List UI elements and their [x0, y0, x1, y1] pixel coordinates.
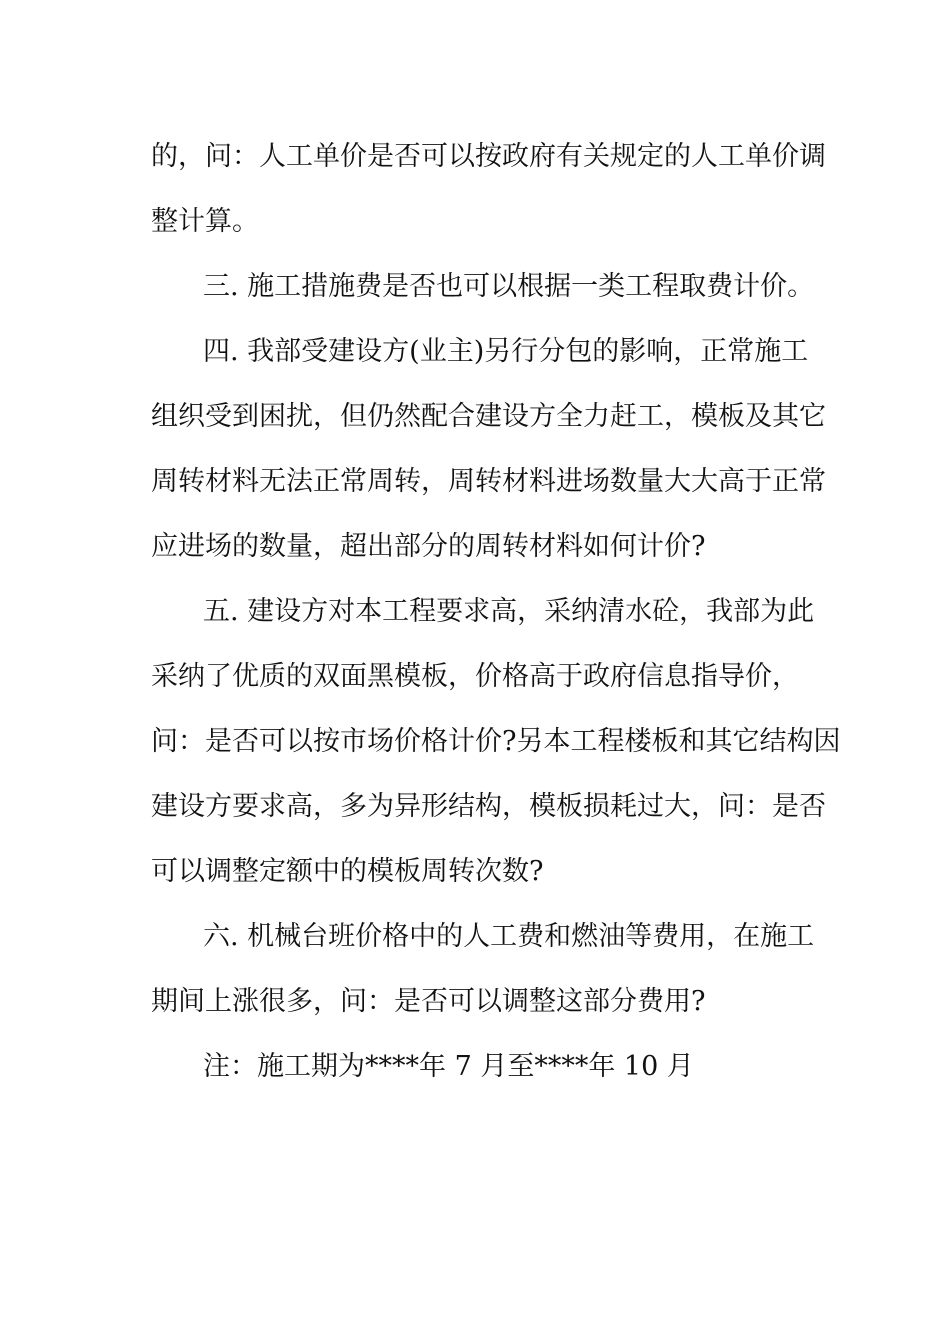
document-body	[151, 124, 841, 1099]
section-five-heading-line: 五. 建设方对本工程要求高，采纳清水砼，我部为此	[203, 596, 815, 627]
text-line: 问：是否可以按市场价格计价?另本工程楼板和其它结构因	[151, 726, 841, 757]
text-line: 周转材料无法正常周转，周转材料进场数量大大高于正常	[151, 466, 826, 497]
text-line: 可以调整定额中的模板周转次数?	[151, 856, 544, 887]
section-six-heading-line: 六. 机械台班价格中的人工费和燃油等费用，在施工	[203, 921, 815, 952]
text-line: 期间上涨很多，问：是否可以调整这部分费用?	[151, 986, 706, 1017]
text-line: 采纳了优质的双面黑模板，价格高于政府信息指导价，	[151, 661, 799, 692]
section-four-heading-line: 四. 我部受建设方(业主)另行分包的影响，正常施工	[203, 336, 809, 367]
section-three-heading-line: 三. 施工措施费是否也可以根据一类工程取费计价。	[203, 271, 815, 302]
text-line: 应进场的数量，超出部分的周转材料如何计价?	[151, 531, 706, 562]
note-line: 注：施工期为****年 7 月至****年 10 月	[203, 1051, 694, 1082]
text-line: 的，问：人工单价是否可以按政府有关规定的人工单价调	[151, 141, 826, 172]
text-line: 组织受到困扰，但仍然配合建设方全力赶工，模板及其它	[151, 401, 826, 432]
text-line: 整计算。	[151, 206, 259, 237]
text-line: 建设方要求高，多为异形结构，模板损耗过大，问：是否	[151, 791, 826, 822]
